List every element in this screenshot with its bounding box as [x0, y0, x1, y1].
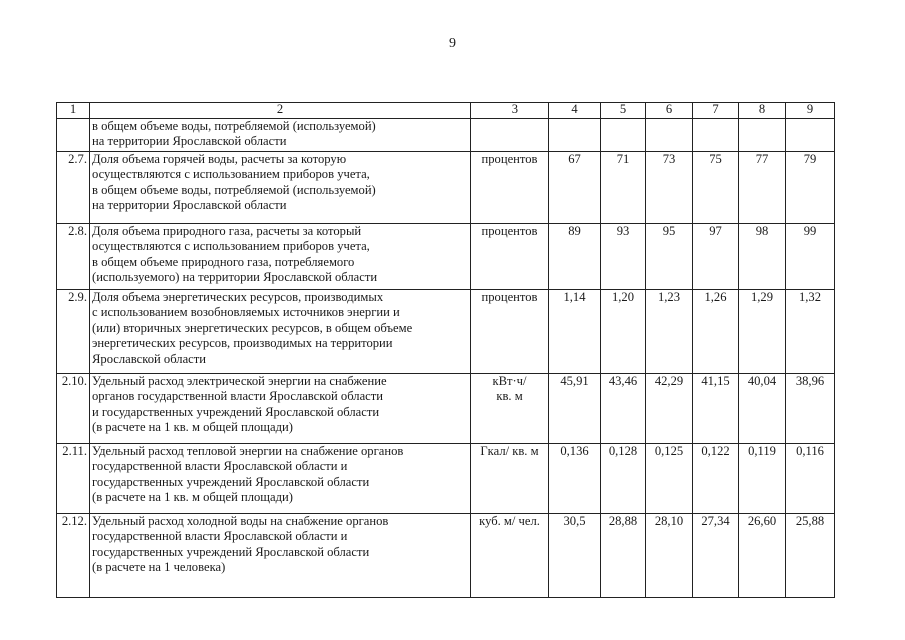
page-number: 9	[449, 36, 456, 51]
row-number: 2.11.	[57, 444, 90, 514]
value-cell: 38,96	[786, 374, 835, 444]
unit-line: процентов	[481, 224, 538, 238]
value-cell: 40,04	[739, 374, 786, 444]
value-cell	[739, 119, 786, 152]
row-description	[90, 290, 471, 374]
value-cell: 0,125	[646, 444, 693, 514]
value-cell: 0,122	[693, 444, 739, 514]
description-line: в общем объеме воды, потребляемой (используемой)	[92, 119, 376, 133]
description-line: (или) вторичных энергетических ресурсов, в общем объеме	[92, 320, 413, 335]
row-unit	[471, 224, 549, 290]
value-cell: 43,46	[601, 374, 646, 444]
unit-line: куб. м/ чел.	[479, 514, 540, 528]
value-cell: 71	[601, 152, 646, 224]
value-cell: 77	[739, 152, 786, 224]
table-row	[57, 444, 835, 514]
value-cell: 42,29	[646, 374, 693, 444]
row-number: 2.12.	[57, 514, 90, 598]
value-cell: 45,91	[549, 374, 601, 444]
description-line: энергетических ресурсов, производимых на территории	[92, 336, 393, 351]
value-cell	[693, 119, 739, 152]
description-line: Удельный расход холодной воды на снабжение органов	[92, 514, 389, 528]
value-cell: 1,29	[739, 290, 786, 374]
value-cell: 1,26	[693, 290, 739, 374]
description-line: осуществляются с использованием приборов учета,	[92, 167, 370, 182]
row-description	[90, 444, 471, 514]
row-number: 2.8.	[57, 224, 90, 290]
value-cell: 79	[786, 152, 835, 224]
description-line: в общем объеме воды, потребляемой (используемой)	[92, 182, 376, 197]
description-line: государственной власти Ярославской области и	[92, 459, 348, 474]
description-line: Удельный расход тепловой энергии на снабжение органов	[92, 444, 404, 458]
value-cell: 41,15	[693, 374, 739, 444]
row-unit	[471, 119, 549, 152]
description-line: (в расчете на 1 кв. м общей площади)	[92, 420, 293, 435]
value-cell: 93	[601, 224, 646, 290]
description-line: Доля объема энергетических ресурсов, производимых	[92, 290, 384, 304]
value-cell: 0,128	[601, 444, 646, 514]
description-line: Ярославской области	[92, 351, 206, 366]
value-cell: 73	[646, 152, 693, 224]
description-line: Доля объема природного газа, расчеты за который	[92, 224, 362, 238]
unit-line: кв. м	[496, 389, 523, 404]
value-cell: 75	[693, 152, 739, 224]
header-cell: 9	[786, 103, 835, 119]
header-cell: 8	[739, 103, 786, 119]
indicators-table	[56, 102, 835, 598]
value-cell: 89	[549, 224, 601, 290]
value-cell: 1,32	[786, 290, 835, 374]
row-number: 2.9.	[57, 290, 90, 374]
description-line: осуществляются с использованием приборов учета,	[92, 239, 370, 254]
header-cell: 1	[57, 103, 90, 119]
table-row	[57, 374, 835, 444]
value-cell	[646, 119, 693, 152]
value-cell: 0,136	[549, 444, 601, 514]
value-cell: 1,23	[646, 290, 693, 374]
row-description	[90, 224, 471, 290]
description-line: государственной власти Ярославской области и	[92, 529, 348, 544]
value-cell: 98	[739, 224, 786, 290]
value-cell	[601, 119, 646, 152]
value-cell: 99	[786, 224, 835, 290]
description-line: (используемого) на территории Ярославской области	[92, 270, 378, 285]
row-description	[90, 514, 471, 598]
header-cell: 2	[90, 103, 471, 119]
header-cell: 7	[693, 103, 739, 119]
row-unit	[471, 514, 549, 598]
description-line: на территории Ярославской области	[92, 198, 287, 213]
header-cell: 3	[471, 103, 549, 119]
row-unit	[471, 152, 549, 224]
row-unit	[471, 374, 549, 444]
value-cell: 26,60	[739, 514, 786, 598]
description-line: государственных учреждений Ярославской области	[92, 474, 370, 489]
value-cell: 95	[646, 224, 693, 290]
row-description	[90, 119, 471, 152]
description-line: государственных учреждений Ярославской области	[92, 544, 370, 559]
table-row	[57, 290, 835, 374]
row-description	[90, 152, 471, 224]
header-cell: 5	[601, 103, 646, 119]
header-cell: 4	[549, 103, 601, 119]
unit-line: процентов	[481, 290, 538, 304]
description-line: и государственных учреждений Ярославской области	[92, 404, 380, 419]
row-number: 2.7.	[57, 152, 90, 224]
value-cell: 28,10	[646, 514, 693, 598]
unit-line: процентов	[481, 152, 538, 166]
unit-line: кВт·ч/	[492, 374, 527, 388]
table-row	[57, 514, 835, 598]
table-header-row	[57, 103, 835, 119]
table-row	[57, 152, 835, 224]
value-cell	[549, 119, 601, 152]
description-line: с использованием возобновляемых источников энергии и	[92, 305, 400, 320]
value-cell: 1,20	[601, 290, 646, 374]
table-row	[57, 119, 835, 152]
row-description	[90, 374, 471, 444]
description-line: Доля объема горячей воды, расчеты за которую	[92, 152, 347, 166]
value-cell: 30,5	[549, 514, 601, 598]
description-line: на территории Ярославской области	[92, 134, 287, 149]
description-line: (в расчете на 1 кв. м общей площади)	[92, 490, 293, 505]
value-cell: 0,116	[786, 444, 835, 514]
value-cell: 1,14	[549, 290, 601, 374]
value-cell: 25,88	[786, 514, 835, 598]
value-cell	[786, 119, 835, 152]
description-line: Удельный расход электрической энергии на снабжение	[92, 374, 387, 388]
value-cell: 0,119	[739, 444, 786, 514]
description-line: в общем объеме природного газа, потребляемого	[92, 254, 355, 269]
value-cell: 67	[549, 152, 601, 224]
row-number: 2.10.	[57, 374, 90, 444]
description-line: органов государственной власти Ярославской области	[92, 389, 384, 404]
value-cell: 97	[693, 224, 739, 290]
value-cell: 28,88	[601, 514, 646, 598]
row-unit	[471, 444, 549, 514]
row-number	[57, 119, 90, 152]
description-line: (в расчете на 1 человека)	[92, 560, 226, 575]
header-cell: 6	[646, 103, 693, 119]
value-cell: 27,34	[693, 514, 739, 598]
unit-line: Гкал/ кв. м	[480, 444, 539, 458]
table-row	[57, 224, 835, 290]
row-unit	[471, 290, 549, 374]
